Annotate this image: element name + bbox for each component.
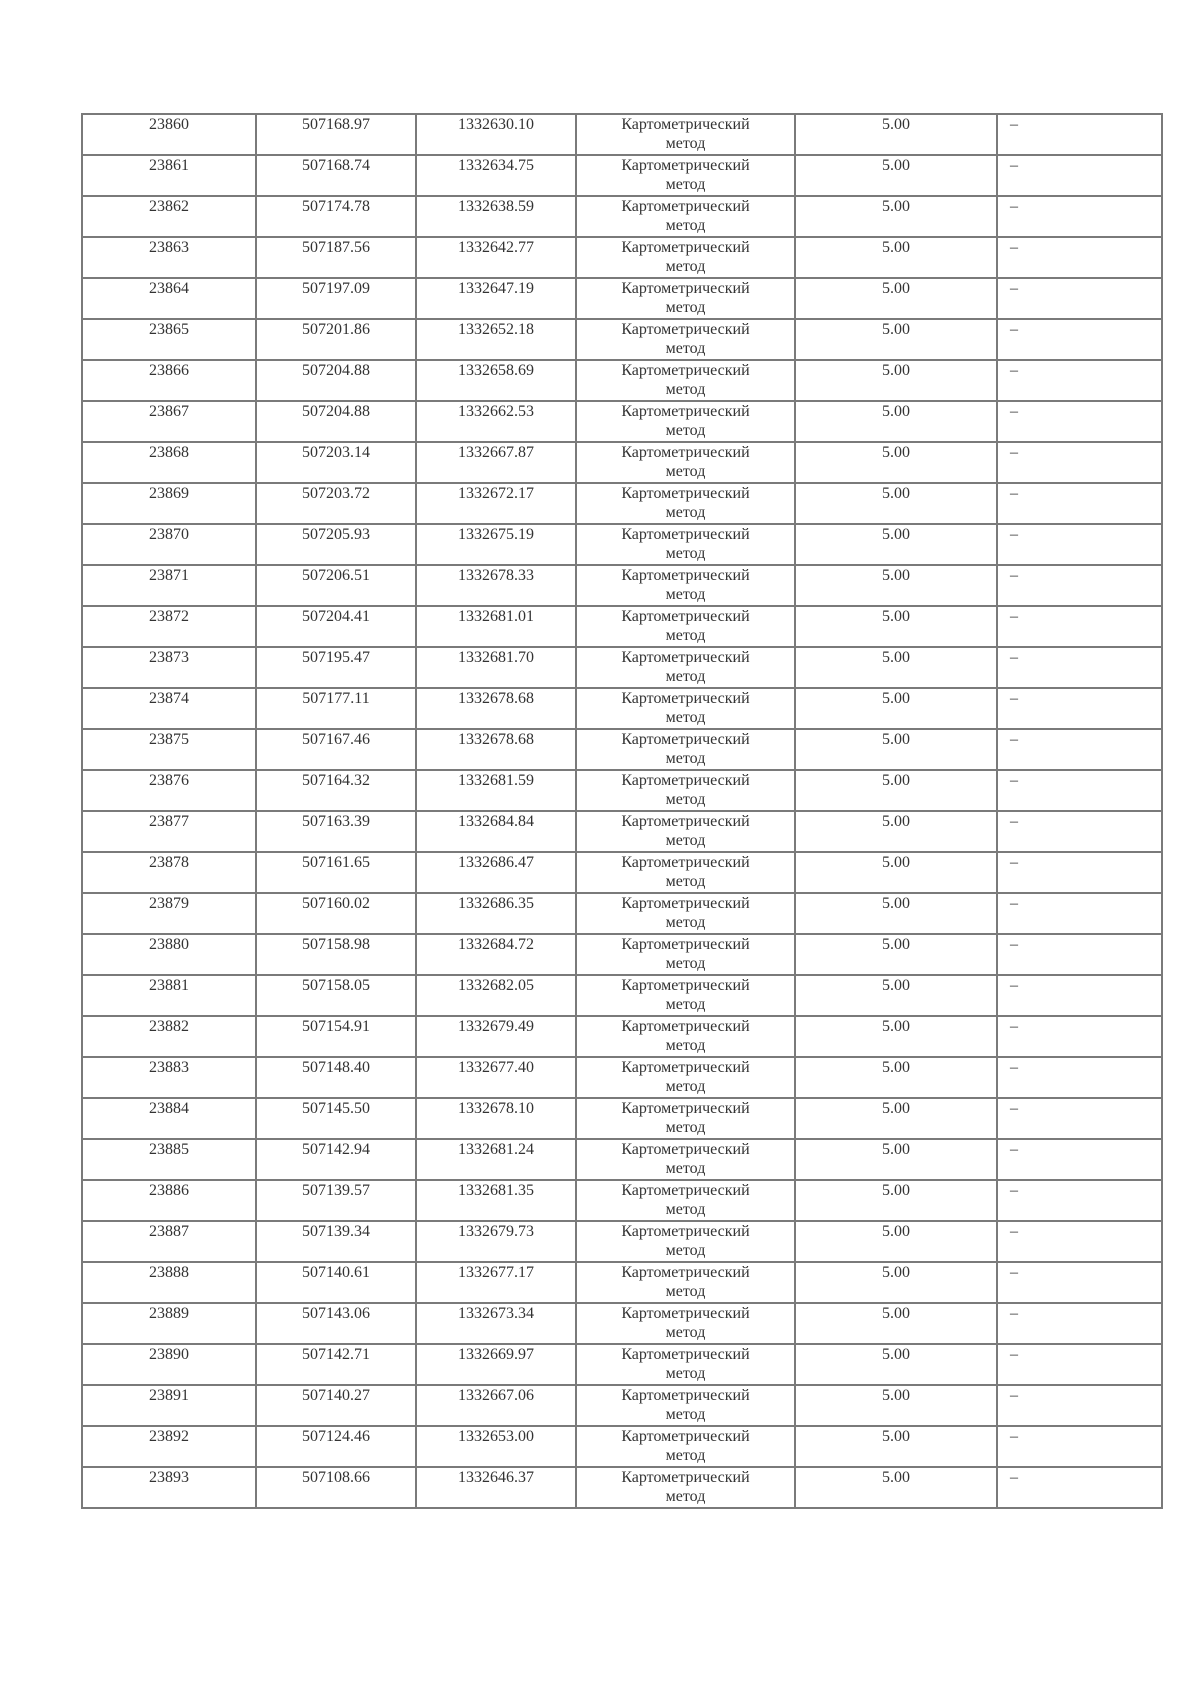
method-text: Картометрический метод	[621, 1223, 750, 1259]
y-coordinate-cell: 1332679.73	[416, 1221, 576, 1262]
note-cell: –	[997, 647, 1162, 688]
note-cell: –	[997, 319, 1162, 360]
y-coordinate-cell: 1332634.75	[416, 155, 576, 196]
point-number-cell: 23870	[82, 524, 256, 565]
accuracy-cell: 5.00	[795, 688, 997, 729]
note-cell: –	[997, 852, 1162, 893]
accuracy-cell: 5.00	[795, 893, 997, 934]
note-cell: –	[997, 196, 1162, 237]
method-text: Картометрический метод	[621, 1100, 750, 1136]
x-coordinate-cell: 507158.98	[256, 934, 416, 975]
table-row	[82, 934, 1162, 975]
point-number-cell: 23861	[82, 155, 256, 196]
y-coordinate-cell: 1332652.18	[416, 319, 576, 360]
method-text: Картометрический метод	[621, 977, 750, 1013]
table-row	[82, 770, 1162, 811]
point-number-cell: 23878	[82, 852, 256, 893]
x-coordinate-cell: 507187.56	[256, 237, 416, 278]
point-number-cell: 23883	[82, 1057, 256, 1098]
point-number-cell: 23873	[82, 647, 256, 688]
method-text: Картометрический метод	[621, 444, 750, 480]
y-coordinate-cell: 1332630.10	[416, 114, 576, 155]
method-cell	[576, 237, 795, 278]
method-cell	[576, 319, 795, 360]
note-cell: –	[997, 442, 1162, 483]
method-cell	[576, 442, 795, 483]
method-text: Картометрический метод	[621, 198, 750, 234]
method-cell	[576, 1057, 795, 1098]
table-row	[82, 606, 1162, 647]
note-cell: –	[997, 237, 1162, 278]
x-coordinate-cell: 507140.61	[256, 1262, 416, 1303]
point-number-cell: 23862	[82, 196, 256, 237]
table-row	[82, 688, 1162, 729]
x-coordinate-cell: 507124.46	[256, 1426, 416, 1467]
y-coordinate-cell: 1332678.68	[416, 688, 576, 729]
point-number-cell: 23860	[82, 114, 256, 155]
x-coordinate-cell: 507142.71	[256, 1344, 416, 1385]
x-coordinate-cell: 507167.46	[256, 729, 416, 770]
table-row	[82, 319, 1162, 360]
accuracy-cell: 5.00	[795, 565, 997, 606]
y-coordinate-cell: 1332646.37	[416, 1467, 576, 1508]
method-text: Картометрический метод	[621, 895, 750, 931]
table-row	[82, 114, 1162, 155]
method-text: Картометрический метод	[621, 1141, 750, 1177]
method-cell	[576, 1426, 795, 1467]
method-text: Картометрический метод	[621, 1264, 750, 1300]
method-cell	[576, 196, 795, 237]
point-number-cell: 23875	[82, 729, 256, 770]
note-cell: –	[997, 1344, 1162, 1385]
point-number-cell: 23876	[82, 770, 256, 811]
method-text: Картометрический метод	[621, 854, 750, 890]
y-coordinate-cell: 1332684.84	[416, 811, 576, 852]
y-coordinate-cell: 1332686.35	[416, 893, 576, 934]
table-row	[82, 1098, 1162, 1139]
point-number-cell: 23865	[82, 319, 256, 360]
point-number-cell: 23893	[82, 1467, 256, 1508]
note-cell: –	[997, 155, 1162, 196]
table-row	[82, 1385, 1162, 1426]
point-number-cell: 23867	[82, 401, 256, 442]
y-coordinate-cell: 1332682.05	[416, 975, 576, 1016]
method-cell	[576, 606, 795, 647]
point-number-cell: 23892	[82, 1426, 256, 1467]
x-coordinate-cell: 507203.14	[256, 442, 416, 483]
point-number-cell: 23889	[82, 1303, 256, 1344]
method-cell	[576, 934, 795, 975]
x-coordinate-cell: 507158.05	[256, 975, 416, 1016]
y-coordinate-cell: 1332677.40	[416, 1057, 576, 1098]
point-number-cell: 23872	[82, 606, 256, 647]
y-coordinate-cell: 1332678.33	[416, 565, 576, 606]
point-number-cell: 23887	[82, 1221, 256, 1262]
accuracy-cell: 5.00	[795, 811, 997, 852]
note-cell: –	[997, 483, 1162, 524]
table-row	[82, 155, 1162, 196]
x-coordinate-cell: 507201.86	[256, 319, 416, 360]
accuracy-cell: 5.00	[795, 155, 997, 196]
note-cell: –	[997, 770, 1162, 811]
y-coordinate-cell: 1332684.72	[416, 934, 576, 975]
method-text: Картометрический метод	[621, 772, 750, 808]
method-cell	[576, 852, 795, 893]
accuracy-cell: 5.00	[795, 114, 997, 155]
accuracy-cell: 5.00	[795, 1016, 997, 1057]
y-coordinate-cell: 1332672.17	[416, 483, 576, 524]
y-coordinate-cell: 1332667.87	[416, 442, 576, 483]
method-text: Картометрический метод	[621, 321, 750, 357]
method-text: Картометрический метод	[621, 608, 750, 644]
point-number-cell: 23864	[82, 278, 256, 319]
method-cell	[576, 975, 795, 1016]
method-text: Картометрический метод	[621, 1387, 750, 1423]
y-coordinate-cell: 1332681.35	[416, 1180, 576, 1221]
y-coordinate-cell: 1332678.10	[416, 1098, 576, 1139]
method-cell	[576, 1221, 795, 1262]
y-coordinate-cell: 1332678.68	[416, 729, 576, 770]
table-row	[82, 1139, 1162, 1180]
y-coordinate-cell: 1332653.00	[416, 1426, 576, 1467]
method-cell	[576, 1344, 795, 1385]
note-cell: –	[997, 1303, 1162, 1344]
x-coordinate-cell: 507205.93	[256, 524, 416, 565]
point-number-cell: 23888	[82, 1262, 256, 1303]
method-cell	[576, 155, 795, 196]
x-coordinate-cell: 507168.97	[256, 114, 416, 155]
point-number-cell: 23891	[82, 1385, 256, 1426]
table-row	[82, 278, 1162, 319]
y-coordinate-cell: 1332679.49	[416, 1016, 576, 1057]
accuracy-cell: 5.00	[795, 1344, 997, 1385]
x-coordinate-cell: 507195.47	[256, 647, 416, 688]
table-row	[82, 1180, 1162, 1221]
x-coordinate-cell: 507154.91	[256, 1016, 416, 1057]
method-cell	[576, 483, 795, 524]
method-text: Картометрический метод	[621, 526, 750, 562]
table-row	[82, 893, 1162, 934]
note-cell: –	[997, 1139, 1162, 1180]
method-cell	[576, 1180, 795, 1221]
accuracy-cell: 5.00	[795, 975, 997, 1016]
point-number-cell: 23866	[82, 360, 256, 401]
coordinates-table	[81, 113, 1163, 1509]
table-row	[82, 1426, 1162, 1467]
accuracy-cell: 5.00	[795, 1385, 997, 1426]
x-coordinate-cell: 507143.06	[256, 1303, 416, 1344]
method-cell	[576, 114, 795, 155]
accuracy-cell: 5.00	[795, 1180, 997, 1221]
x-coordinate-cell: 507163.39	[256, 811, 416, 852]
accuracy-cell: 5.00	[795, 319, 997, 360]
accuracy-cell: 5.00	[795, 442, 997, 483]
x-coordinate-cell: 507204.88	[256, 401, 416, 442]
method-text: Картометрический метод	[621, 1182, 750, 1218]
method-cell	[576, 1303, 795, 1344]
x-coordinate-cell: 507142.94	[256, 1139, 416, 1180]
accuracy-cell: 5.00	[795, 524, 997, 565]
method-cell	[576, 688, 795, 729]
x-coordinate-cell: 507204.88	[256, 360, 416, 401]
table-row	[82, 1262, 1162, 1303]
point-number-cell: 23874	[82, 688, 256, 729]
point-number-cell: 23885	[82, 1139, 256, 1180]
table-row	[82, 524, 1162, 565]
x-coordinate-cell: 507177.11	[256, 688, 416, 729]
method-cell	[576, 1467, 795, 1508]
method-cell	[576, 1098, 795, 1139]
table-row	[82, 1344, 1162, 1385]
method-text: Картометрический метод	[621, 1059, 750, 1095]
y-coordinate-cell: 1332673.34	[416, 1303, 576, 1344]
method-text: Картометрический метод	[621, 813, 750, 849]
method-text: Картометрический метод	[621, 567, 750, 603]
table-row	[82, 1467, 1162, 1508]
method-text: Картометрический метод	[621, 1469, 750, 1505]
point-number-cell: 23884	[82, 1098, 256, 1139]
x-coordinate-cell: 507206.51	[256, 565, 416, 606]
method-text: Картометрический метод	[621, 1018, 750, 1054]
method-cell	[576, 893, 795, 934]
point-number-cell: 23877	[82, 811, 256, 852]
note-cell: –	[997, 688, 1162, 729]
point-number-cell: 23869	[82, 483, 256, 524]
method-cell	[576, 1385, 795, 1426]
table-row	[82, 401, 1162, 442]
y-coordinate-cell: 1332681.01	[416, 606, 576, 647]
table-row	[82, 360, 1162, 401]
method-text: Картометрический метод	[621, 649, 750, 685]
table-row	[82, 196, 1162, 237]
note-cell: –	[997, 1098, 1162, 1139]
method-cell	[576, 565, 795, 606]
table-row	[82, 237, 1162, 278]
accuracy-cell: 5.00	[795, 278, 997, 319]
accuracy-cell: 5.00	[795, 934, 997, 975]
note-cell: –	[997, 1385, 1162, 1426]
y-coordinate-cell: 1332677.17	[416, 1262, 576, 1303]
table-row	[82, 975, 1162, 1016]
x-coordinate-cell: 507161.65	[256, 852, 416, 893]
y-coordinate-cell: 1332681.24	[416, 1139, 576, 1180]
table-row	[82, 852, 1162, 893]
note-cell: –	[997, 524, 1162, 565]
note-cell: –	[997, 1221, 1162, 1262]
table-row	[82, 1303, 1162, 1344]
x-coordinate-cell: 507197.09	[256, 278, 416, 319]
note-cell: –	[997, 1180, 1162, 1221]
note-cell: –	[997, 1467, 1162, 1508]
method-text: Картометрический метод	[621, 157, 750, 193]
note-cell: –	[997, 1426, 1162, 1467]
accuracy-cell: 5.00	[795, 729, 997, 770]
note-cell: –	[997, 934, 1162, 975]
method-cell	[576, 811, 795, 852]
y-coordinate-cell: 1332658.69	[416, 360, 576, 401]
accuracy-cell: 5.00	[795, 647, 997, 688]
method-text: Картометрический метод	[621, 116, 750, 152]
y-coordinate-cell: 1332681.59	[416, 770, 576, 811]
method-text: Картометрический метод	[621, 239, 750, 275]
method-text: Картометрический метод	[621, 690, 750, 726]
method-cell	[576, 360, 795, 401]
table-row	[82, 1221, 1162, 1262]
note-cell: –	[997, 975, 1162, 1016]
note-cell: –	[997, 606, 1162, 647]
note-cell: –	[997, 893, 1162, 934]
accuracy-cell: 5.00	[795, 196, 997, 237]
method-text: Картометрический метод	[621, 731, 750, 767]
accuracy-cell: 5.00	[795, 401, 997, 442]
method-cell	[576, 401, 795, 442]
note-cell: –	[997, 1016, 1162, 1057]
note-cell: –	[997, 360, 1162, 401]
accuracy-cell: 5.00	[795, 360, 997, 401]
y-coordinate-cell: 1332662.53	[416, 401, 576, 442]
x-coordinate-cell: 507160.02	[256, 893, 416, 934]
method-cell	[576, 1016, 795, 1057]
method-text: Картометрический метод	[621, 1346, 750, 1382]
accuracy-cell: 5.00	[795, 770, 997, 811]
table-row	[82, 442, 1162, 483]
table-row	[82, 1057, 1162, 1098]
accuracy-cell: 5.00	[795, 606, 997, 647]
point-number-cell: 23881	[82, 975, 256, 1016]
accuracy-cell: 5.00	[795, 852, 997, 893]
method-cell	[576, 1262, 795, 1303]
x-coordinate-cell: 507148.40	[256, 1057, 416, 1098]
table-row	[82, 729, 1162, 770]
x-coordinate-cell: 507140.27	[256, 1385, 416, 1426]
note-cell: –	[997, 811, 1162, 852]
y-coordinate-cell: 1332681.70	[416, 647, 576, 688]
x-coordinate-cell: 507139.34	[256, 1221, 416, 1262]
point-number-cell: 23879	[82, 893, 256, 934]
note-cell: –	[997, 278, 1162, 319]
accuracy-cell: 5.00	[795, 1221, 997, 1262]
accuracy-cell: 5.00	[795, 1467, 997, 1508]
accuracy-cell: 5.00	[795, 1262, 997, 1303]
y-coordinate-cell: 1332638.59	[416, 196, 576, 237]
method-text: Картометрический метод	[621, 403, 750, 439]
table-row	[82, 1016, 1162, 1057]
x-coordinate-cell: 507164.32	[256, 770, 416, 811]
x-coordinate-cell: 507145.50	[256, 1098, 416, 1139]
y-coordinate-cell: 1332686.47	[416, 852, 576, 893]
method-text: Картометрический метод	[621, 1305, 750, 1341]
note-cell: –	[997, 1057, 1162, 1098]
accuracy-cell: 5.00	[795, 1057, 997, 1098]
note-cell: –	[997, 1262, 1162, 1303]
x-coordinate-cell: 507108.66	[256, 1467, 416, 1508]
accuracy-cell: 5.00	[795, 237, 997, 278]
y-coordinate-cell: 1332642.77	[416, 237, 576, 278]
point-number-cell: 23880	[82, 934, 256, 975]
x-coordinate-cell: 507204.41	[256, 606, 416, 647]
point-number-cell: 23871	[82, 565, 256, 606]
point-number-cell: 23863	[82, 237, 256, 278]
point-number-cell: 23868	[82, 442, 256, 483]
note-cell: –	[997, 114, 1162, 155]
method-cell	[576, 729, 795, 770]
x-coordinate-cell: 507174.78	[256, 196, 416, 237]
method-text: Картометрический метод	[621, 362, 750, 398]
table-row	[82, 811, 1162, 852]
method-text: Картометрический метод	[621, 1428, 750, 1464]
coordinates-table-body	[82, 114, 1162, 1508]
x-coordinate-cell: 507139.57	[256, 1180, 416, 1221]
method-text: Картометрический метод	[621, 485, 750, 521]
table-row	[82, 647, 1162, 688]
method-cell	[576, 647, 795, 688]
method-cell	[576, 278, 795, 319]
accuracy-cell: 5.00	[795, 1303, 997, 1344]
note-cell: –	[997, 401, 1162, 442]
accuracy-cell: 5.00	[795, 483, 997, 524]
x-coordinate-cell: 507168.74	[256, 155, 416, 196]
y-coordinate-cell: 1332667.06	[416, 1385, 576, 1426]
method-text: Картометрический метод	[621, 280, 750, 316]
point-number-cell: 23890	[82, 1344, 256, 1385]
accuracy-cell: 5.00	[795, 1098, 997, 1139]
accuracy-cell: 5.00	[795, 1426, 997, 1467]
table-row	[82, 565, 1162, 606]
note-cell: –	[997, 565, 1162, 606]
method-cell	[576, 770, 795, 811]
table-row	[82, 483, 1162, 524]
y-coordinate-cell: 1332675.19	[416, 524, 576, 565]
method-cell	[576, 1139, 795, 1180]
method-cell	[576, 524, 795, 565]
method-text: Картометрический метод	[621, 936, 750, 972]
y-coordinate-cell: 1332669.97	[416, 1344, 576, 1385]
point-number-cell: 23882	[82, 1016, 256, 1057]
y-coordinate-cell: 1332647.19	[416, 278, 576, 319]
note-cell: –	[997, 729, 1162, 770]
point-number-cell: 23886	[82, 1180, 256, 1221]
x-coordinate-cell: 507203.72	[256, 483, 416, 524]
accuracy-cell: 5.00	[795, 1139, 997, 1180]
